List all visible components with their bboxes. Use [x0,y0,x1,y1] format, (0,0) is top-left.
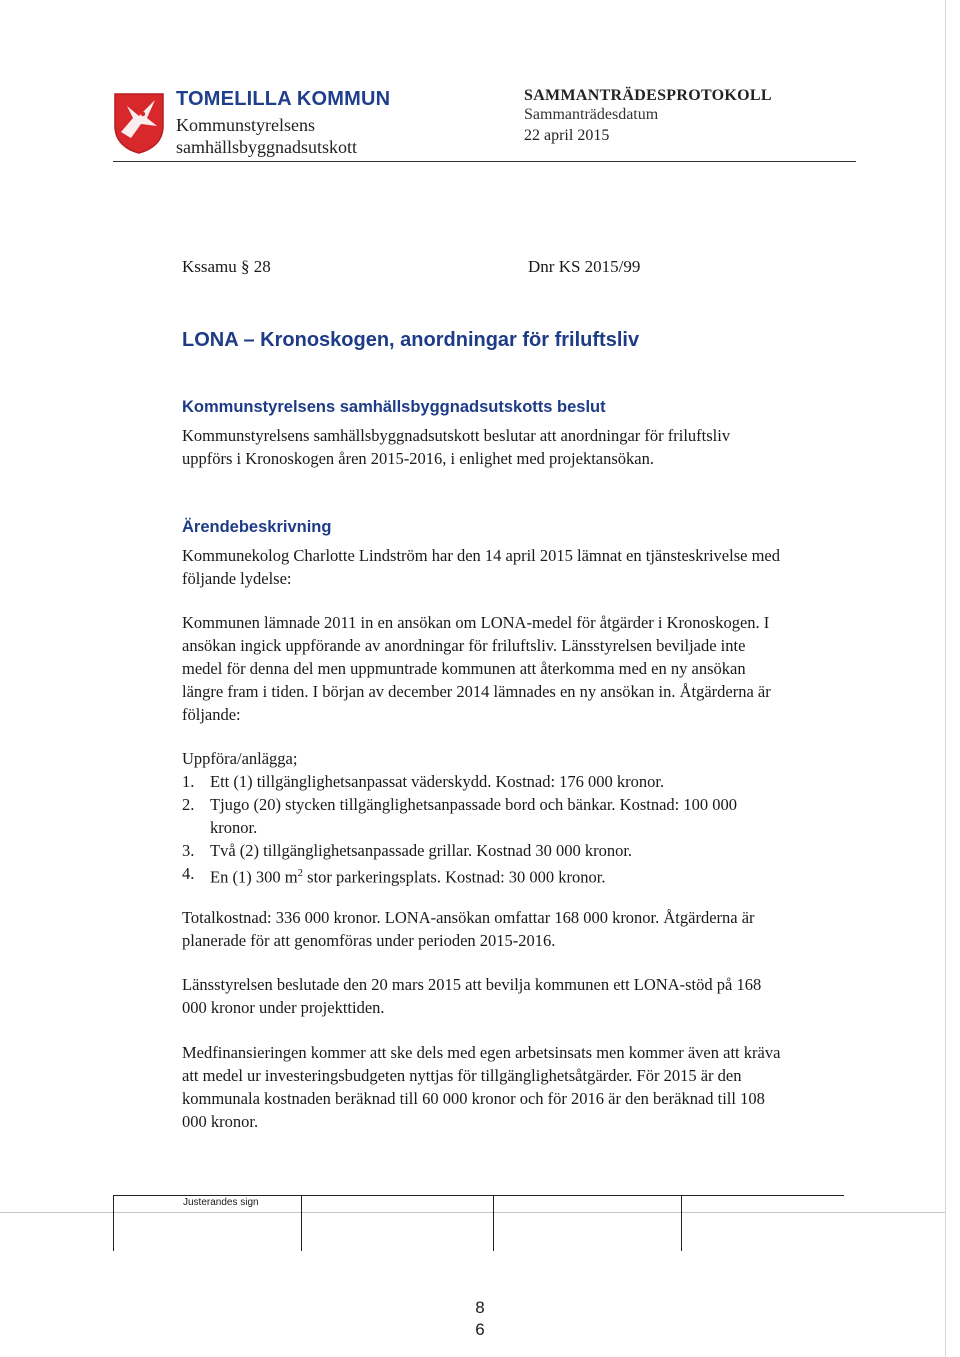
org-subtitle-line-2: samhällsbyggnadsutskott [176,137,357,157]
list-item-number: 2. [182,795,195,814]
meeting-date: 22 april 2015 [524,127,610,144]
list-item-text-end: stor parkeringsplats. Kostnad: 30 000 kronor. [303,867,606,887]
list-item [182,862,782,889]
signature-box-divider [493,1195,494,1251]
signature-box-divider [301,1195,302,1251]
list-item-superscript: 2 [297,867,304,879]
protocol-type: SAMMANTRÄDESPROTOKOLL [524,87,772,104]
list-item-number: 3. [182,841,195,860]
co-financing-text: Medfinansieringen kommer att ske dels med egen arbetsinsats men kommer även att kräva att medel ur investeringsbudgeten nyttjas för tillgänglighetsåtgärder. För 2015 är den kommunala kostnaden beräknad till 60 000 kronor och för 2016 är den beräknad till 108 000 kronor. [182,1043,781,1131]
list-item-text: Ett (1) tillgänglighetsanpassat väderskydd. Kostnad: 176 000 kronor. [210,772,665,791]
decision-text: Kommunstyrelsens samhällsbyggnadsutskott beslutar att anordningar för friluftsliv uppförs i Kronoskogen åren 2015-2016, i enlighet med projektansökan. [182,426,731,468]
signature-box-top [113,1195,844,1196]
document-title: LONA – Kronoskogen, anordningar för friluftsliv [182,329,640,351]
signature-label: Justerandes sign [183,1197,259,1208]
decision-heading: Kommunstyrelsens samhällsbyggnadsutskotts beslut [182,398,606,416]
scan-edge-line [945,0,946,1357]
header-divider [113,161,856,162]
list-item-number: 1. [182,772,195,791]
footer-guide-line [0,1212,945,1213]
list-item [182,793,782,839]
meeting-date-label: Sammanträdesdatum [524,106,659,123]
org-name: TOMELILLA KOMMUN [176,88,391,110]
signature-box-divider [681,1195,682,1251]
list-item [182,770,782,793]
list-item [182,839,782,862]
grant-decision-text: Länsstyrelsen beslutade den 20 mars 2015 att bevilja kommunen ett LONA-stöd på 168 000 kronor under projekttiden. [182,975,762,1017]
description-heading: Ärendebeskrivning [182,518,332,536]
list-item-text-start: En (1) 300 m [210,867,298,887]
org-subtitle-line-1: Kommunstyrelsens [176,115,315,135]
paragraph-number: Kssamu § 28 [182,257,271,276]
page-number-line-1: 8 [475,1298,485,1317]
signature-box-left [113,1195,114,1251]
page-number [472,1297,488,1341]
measures-list [182,770,782,889]
diary-number: Dnr KS 2015/99 [528,257,641,276]
description-background: Kommunen lämnade 2011 in en ansökan om LONA-medel för åtgärder i Kronoskogen. I ansökan ingick uppförande av anordningar för friluftsliv. Länsstyrelsen beviljade inte medel för denna del men uppmuntrade kommunen att återkomma med en ny ansökan längre fram i tiden. I början av december 2014 lämnades en ny ansökan in. Åtgärderna är följande: [182,613,771,724]
total-cost-text: Totalkostnad: 336 000 kronor. LONA-ansökan omfattar 168 000 kronor. Åtgärderna är planerade för att genomföras under perioden 2015-2016. [182,908,755,950]
description-intro: Kommunekolog Charlotte Lindström har den 14 april 2015 lämnat en tjänsteskrivelse med följande lydelse: [182,546,780,588]
crest-bird-icon [113,92,165,154]
measures-list-heading: Uppföra/anlägga; [182,749,298,768]
page-number-line-2: 6 [475,1320,485,1339]
list-item-number: 4. [182,864,195,883]
org-subtitle [176,114,357,158]
list-item-text: Två (2) tillgänglighetsanpassade grillar. Kostnad 30 000 kronor. [210,841,633,860]
list-item-text: Tjugo (20) stycken tillgänglighetsanpassade bord och bänkar. Kostnad: 100 000 kronor. [210,795,737,837]
